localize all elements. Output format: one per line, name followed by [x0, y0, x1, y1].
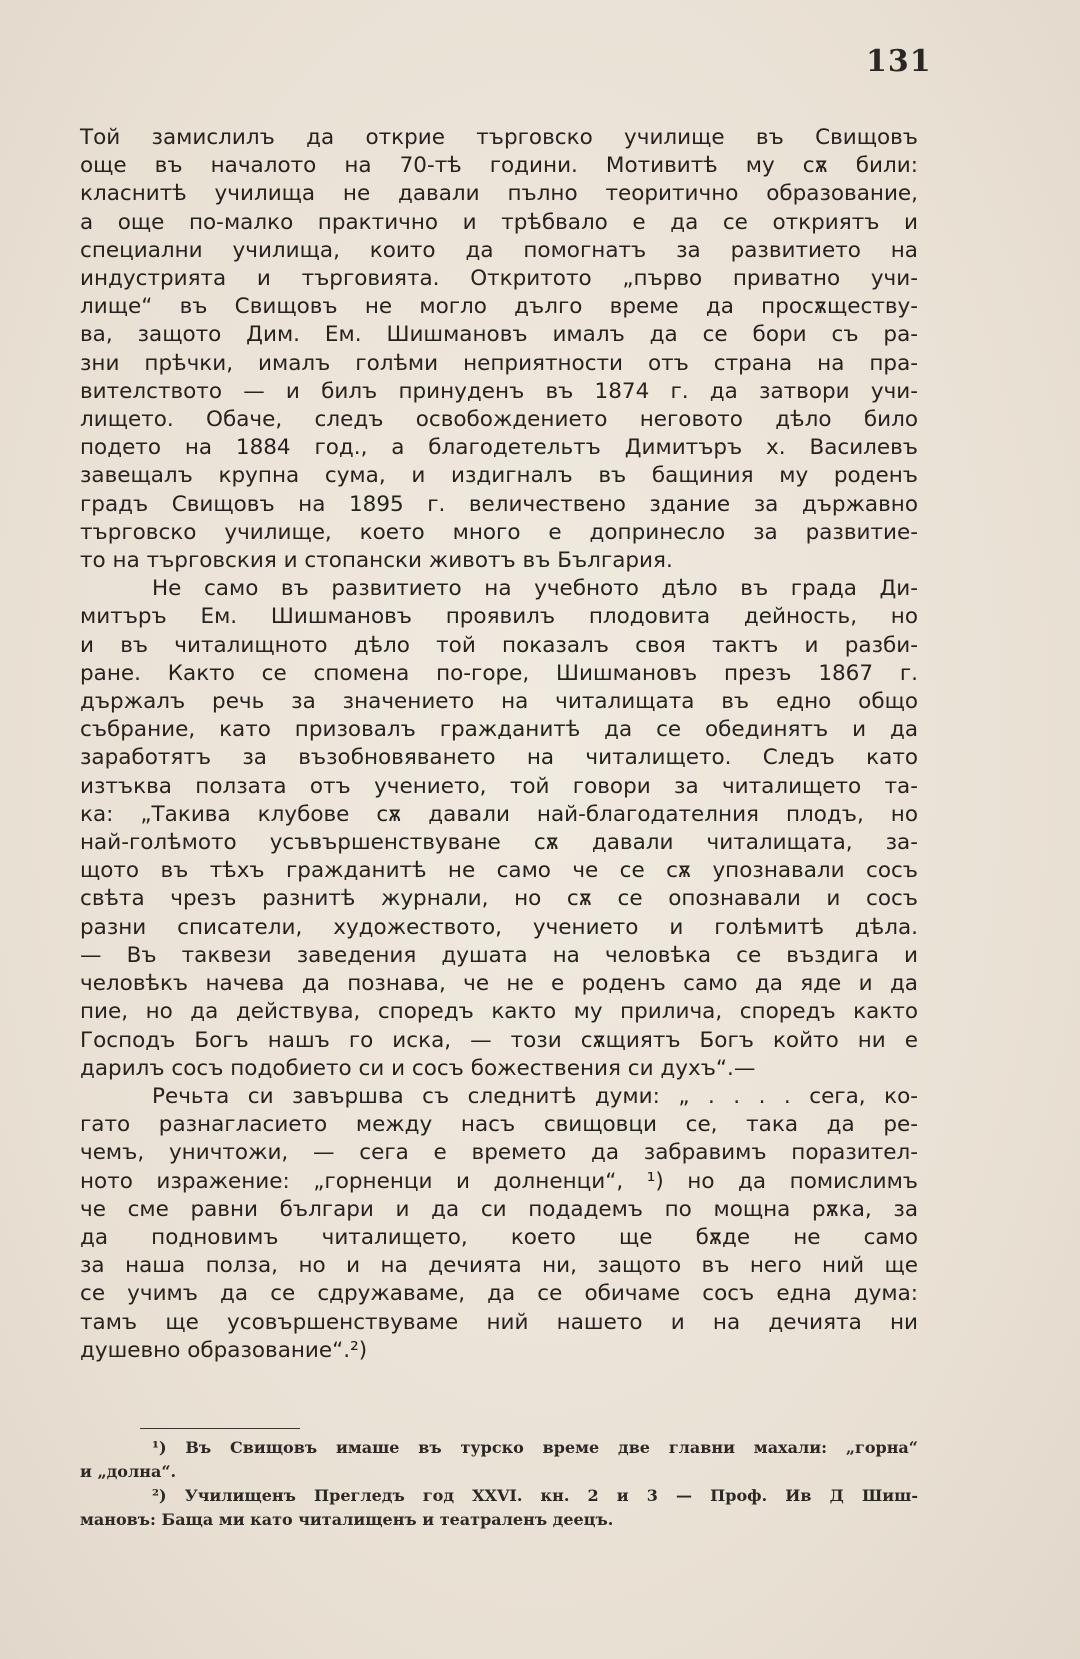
text-line: се учимъ да се сдружаваме, да се обичаме сосъ една дума:	[80, 1281, 918, 1307]
text-line: зни прѣчки, ималъ голѣми неприятности отъ страна на пра-	[80, 350, 918, 376]
text-line: индустрията и търговията. Откритото „първо приватно учи-	[80, 266, 918, 292]
body-text	[80, 124, 918, 1365]
text-line: държалъ речь за значението на читалищата въ едно общо	[80, 689, 918, 715]
text-line: лището. Обаче, следъ освобождението неговото дѣло било	[80, 407, 918, 433]
text-line: събрание, като призовалъ гражданитѣ да се обединятъ и да	[80, 717, 918, 743]
footnotes	[80, 1436, 918, 1532]
paragraph-2	[80, 575, 918, 1083]
footnote-line: ¹) Въ Свищовъ имаше въ турско време две главни махали: „горна“	[152, 1438, 918, 1457]
text-line: класнитѣ училища не давали пълно теоритично образование,	[80, 181, 918, 207]
text-line: чемъ, уничтожи, — сега е времето да забравимъ поразител-	[80, 1140, 918, 1166]
text-line: ното изражение: „горненци и долненци“, ¹) но да помислимъ	[80, 1168, 918, 1194]
text-line: щото въ тѣхъ гражданитѣ не само че се сѫ упознавали сосъ	[80, 858, 918, 884]
text-line: свѣта чрезъ разнитѣ журнали, но сѫ се опознавали и сосъ	[80, 886, 918, 912]
text-line: душевно образование“.²)	[80, 1337, 368, 1363]
text-line: вителството — и билъ принуденъ въ 1874 г. да затвори учи-	[80, 378, 918, 404]
text-line: то на търговския и стопански животъ въ България.	[80, 548, 673, 574]
text-line: дарилъ сосъ подобието си и сосъ божествения си духъ“.—	[80, 1055, 756, 1081]
text-line: ка: „Такива клубове сѫ давали най-благодателния плодъ, но	[80, 801, 918, 827]
text-line: Господъ Богъ нашъ го иска, — този сѫщиятъ Богъ който ни е	[80, 1027, 918, 1053]
text-line: ране. Както се спомена по-горе, Шишмановъ презъ 1867 г.	[80, 660, 918, 686]
text-line: — Въ таквези заведения душата на человѣка се въздига и	[80, 942, 918, 968]
text-line: тамъ ще усовършенствуваме ний нашето и на дечията ни	[80, 1309, 918, 1335]
text-line: че сме равни българи и да си подадемъ по мощна рѫка, за	[80, 1196, 918, 1222]
paragraph-1	[80, 124, 918, 575]
footnote-divider	[140, 1428, 300, 1429]
text-line: Не само въ развитието на учебното дѣло въ града Ди-	[152, 576, 918, 602]
paragraph-3	[80, 1083, 918, 1365]
text-line: още въ началото на 70-тѣ години. Мотивитѣ му сѫ били:	[80, 153, 918, 179]
text-line: и въ читалищното дѣло той показалъ своя тактъ и разби-	[80, 632, 918, 658]
footnote-line: ²) Училищенъ Прегледъ год XXVI. кн. 2 и 3 — Проф. Ив Д Шиш-	[152, 1486, 918, 1505]
text-line: лище“ въ Свищовъ не могло дълго време да просѫществу-	[80, 294, 918, 320]
text-line: подето на 1884 год., а благодетельтъ Димитъръ х. Василевъ	[80, 435, 918, 461]
text-line: Речьта си завършва съ следнитѣ думи: „ . . . . сега, ко-	[152, 1083, 918, 1109]
text-line: Той замислилъ да открие търговско училище въ Свищовъ	[80, 125, 918, 150]
text-line: търговско училище, което много е допринесло за развитие-	[80, 519, 918, 545]
text-line: завещалъ крупна сума, и издигналъ въ бащиния му роденъ	[80, 463, 918, 489]
text-line: специални училища, които да помогнатъ за развитието на	[80, 237, 918, 263]
text-line: пие, но да действува, споредъ както му прилича, споредъ както	[80, 999, 918, 1025]
text-line: разни списатели, художеството, учението и голѣмитѣ дѣла.	[80, 914, 918, 940]
footnote-line: мановъ: Баща ми като читалищенъ и театраленъ деецъ.	[80, 1510, 614, 1529]
text-line: а още по-малко практично и трѣбвало е да се откриятъ и	[80, 209, 918, 235]
text-line: за наша полза, но и на дечията ни, защото въ него ний ще	[80, 1253, 918, 1279]
text-line: най-голѣмото усъвършенствуване сѫ давали читалищата, за-	[80, 830, 918, 856]
text-line: да подновимъ читалището, което ще бѫде не само	[80, 1224, 918, 1250]
text-line: ва, защото Дим. Ем. Шишмановъ ималъ да се бори съ ра-	[80, 322, 918, 348]
text-line: гато разнагласието между насъ свищовци се, така да ре-	[80, 1112, 918, 1138]
text-line: заработятъ за възобновяването на читалището. Следъ като	[80, 745, 918, 771]
text-line: человѣкъ начева да познава, че не е роденъ само да яде и да	[80, 971, 918, 997]
footnote-line: и „долна“.	[80, 1462, 177, 1481]
text-line: митъръ Ем. Шишмановъ проявилъ плодовита дейность, но	[80, 604, 918, 630]
page-number: 131	[866, 44, 932, 79]
text-line: градъ Свищовъ на 1895 г. величествено здание за държавно	[80, 491, 918, 517]
text-line: изтъква ползата отъ учението, той говори за читалището та-	[80, 773, 918, 799]
